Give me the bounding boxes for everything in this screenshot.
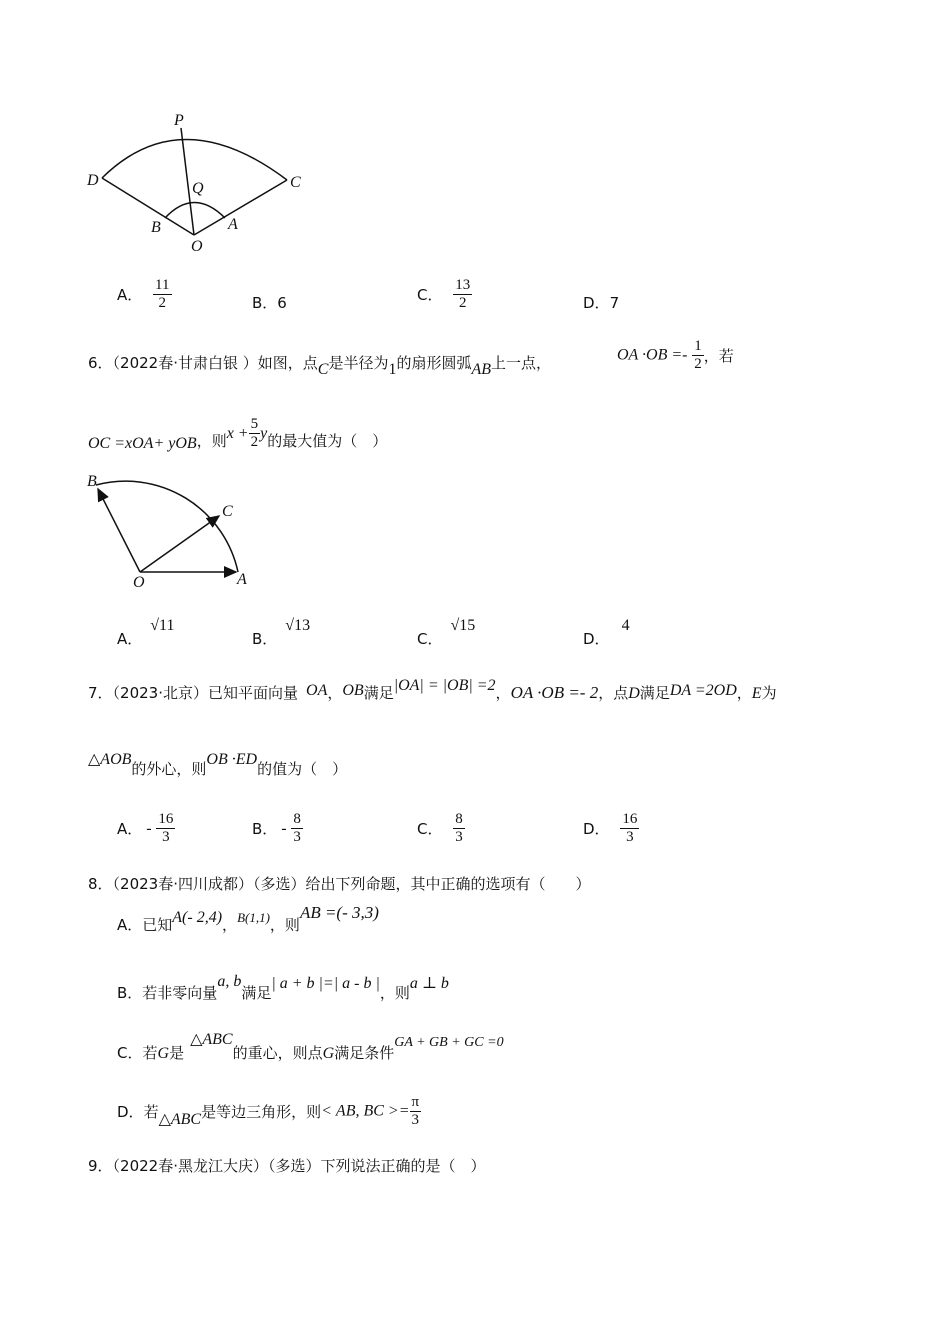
option-text: 若 — [143, 1103, 159, 1121]
q8-option-c[interactable] — [117, 1031, 504, 1072]
q7-option-d[interactable] — [583, 811, 639, 846]
option-sign: - — [281, 819, 287, 837]
option-letter: A． — [117, 820, 143, 838]
angle-expr: < AB, BC >= — [321, 1102, 410, 1120]
stem-text: 是半径为 — [328, 354, 389, 372]
stem-text: ， — [327, 684, 343, 702]
label-p: P — [174, 112, 184, 129]
stem-text: 满足 — [639, 684, 670, 702]
dot-condition: OA ·OB =- 2 — [510, 683, 599, 702]
option-value: 7 — [609, 294, 620, 312]
question-number: 7． — [88, 684, 113, 702]
q6-option-c[interactable] — [417, 614, 476, 648]
point-g: G — [157, 1045, 170, 1062]
q5-option-a[interactable] — [117, 277, 172, 312]
option-letter: C． — [417, 286, 443, 304]
question-source: （2023·北京） — [112, 684, 208, 702]
da-condition: DA =2OD — [669, 682, 737, 699]
vector-equation: OC =xOA+ yOB — [88, 435, 197, 452]
option-letter: C． — [417, 630, 443, 648]
stem-text: ， — [736, 684, 752, 702]
option-value: √13 — [285, 617, 311, 634]
option-text: ， — [222, 916, 238, 934]
dot-expr: OB ·ED — [206, 751, 258, 768]
q8-option-a[interactable] — [117, 903, 379, 943]
q7-stem-line1 — [88, 676, 777, 711]
q9-stem — [88, 1155, 486, 1176]
norm-condition: | a + b |=| a - b | — [271, 975, 380, 992]
vectors-ab: a, b — [217, 973, 242, 990]
stem-text: ，若 — [703, 347, 734, 365]
perpendicular-result: a ⊥ b — [409, 975, 449, 992]
triangle-abc: △ABC — [190, 1031, 233, 1048]
q6-stem-line2 — [88, 416, 387, 451]
point-b: B(1,1) — [237, 910, 270, 925]
expr-x: x + — [226, 425, 249, 442]
stem-text: 的值为（ ） — [257, 760, 348, 778]
stem-text: （多选）给出下列命题，其中正确的选项有（ ） — [253, 875, 591, 893]
stem-text: 的最大值为（ ） — [267, 432, 388, 450]
option-letter: D． — [583, 630, 610, 648]
q6-option-a[interactable] — [117, 614, 175, 648]
option-value: √15 — [450, 617, 476, 634]
point-a: A(- 2,4) — [172, 909, 223, 926]
option-text: 满足条件 — [334, 1044, 395, 1062]
q5-option-c[interactable] — [417, 277, 472, 312]
fraction: $\frac{5}{2}$ — [250, 416, 259, 450]
expr-y: y — [260, 425, 268, 442]
option-value: 4 — [621, 617, 630, 634]
q7-option-a[interactable] — [117, 811, 175, 846]
vector-oa: OA — [306, 682, 328, 699]
option-letter: D． — [583, 294, 610, 312]
option-text: ，则 — [269, 916, 300, 934]
q8-stem — [88, 873, 591, 894]
option-letter: B． — [252, 820, 278, 838]
stem-text: ，则 — [196, 432, 227, 450]
option-sign: - — [146, 819, 152, 837]
option-letter: B． — [252, 630, 278, 648]
question-source: （2022春·黑龙江大庆） — [112, 1157, 268, 1175]
question-source: （2023春·四川成都） — [112, 875, 253, 893]
stem-text: 满足 — [363, 684, 394, 702]
fraction: $\frac{8}{3}$ — [293, 811, 301, 845]
q5-option-d[interactable] — [583, 292, 619, 313]
point-g: G — [322, 1045, 335, 1062]
question-source: （2022春·甘肃白银 ） — [112, 354, 258, 372]
label-c: C — [290, 174, 301, 191]
stem-text: （多选）下列说法正确的是（ ） — [268, 1157, 486, 1175]
option-letter: D． — [117, 1103, 144, 1121]
fraction: $\frac{16}{3}$ — [622, 811, 638, 845]
triangle-aob: △AOB — [88, 751, 132, 768]
q6-option-b[interactable] — [252, 614, 311, 648]
label-b: B — [151, 219, 161, 236]
stem-text: 的扇形圆弧 — [396, 354, 472, 372]
option-letter: D． — [583, 820, 610, 838]
label-q: Q — [192, 180, 204, 197]
point-d: D — [628, 685, 640, 702]
label-b: B — [87, 473, 97, 490]
label-o: O — [191, 238, 203, 255]
option-text: 满足 — [241, 984, 272, 1002]
question-number: 6． — [88, 354, 113, 372]
centroid-condition: GA + GB + GC =0 — [394, 1035, 504, 1050]
vector-ob: OB — [342, 682, 364, 699]
label-a: A — [237, 571, 247, 588]
option-letter: C． — [117, 1044, 143, 1062]
fraction: $\frac{\pi}{3}$ — [411, 1094, 420, 1128]
label-a: A — [228, 216, 238, 233]
option-text: ，则 — [379, 984, 410, 1002]
option-text: 若 — [142, 1044, 158, 1062]
fraction: $\frac{8}{3}$ — [455, 811, 463, 845]
dot-product-expr: OA ·OB =- — [617, 346, 688, 364]
q8-option-d[interactable] — [117, 1094, 421, 1129]
option-text: 是 — [169, 1044, 185, 1062]
q5-option-b[interactable] — [252, 292, 287, 313]
q6-condition — [617, 338, 734, 373]
fraction: $\frac{11}{2}$ — [155, 277, 170, 311]
sector-figure-q5 — [80, 105, 320, 265]
label-o: O — [133, 574, 145, 591]
vector-ob — [98, 489, 140, 572]
option-text: 若非零向量 — [142, 984, 218, 1002]
vector-oc — [140, 516, 219, 572]
option-letter: A． — [117, 630, 143, 648]
stem-text: ， — [495, 684, 511, 702]
q7-option-c[interactable] — [417, 811, 465, 846]
question-number: 9． — [88, 1157, 113, 1175]
option-letter: B． — [252, 294, 278, 312]
stem-text: 为 — [761, 684, 777, 702]
radius-oc — [194, 180, 287, 235]
q6-option-d[interactable] — [583, 614, 630, 648]
q7-stem-line2 — [88, 752, 347, 787]
triangle-abc: △ABC — [158, 1111, 202, 1128]
q6-stem-line1 — [88, 346, 551, 381]
option-letter: C． — [417, 820, 443, 838]
radius-value: 1 — [388, 361, 397, 378]
point-e: E — [751, 685, 762, 702]
outer-arc — [102, 139, 287, 180]
option-letter: B． — [117, 984, 143, 1002]
q7-option-b[interactable] — [252, 811, 303, 846]
question-number: 8． — [88, 875, 113, 893]
vector-ab-result: AB =(- 3,3) — [299, 903, 379, 922]
option-text: 是等边三角形，则 — [201, 1103, 322, 1121]
option-letter: A． — [117, 916, 143, 934]
stem-text: 如图，点 — [257, 354, 318, 372]
stem-text: 上一点， — [491, 354, 552, 372]
sector-figure-q6 — [80, 468, 270, 593]
stem-text: 已知平面向量 — [208, 684, 299, 702]
norm-condition: |OA| = |OB| =2 — [393, 677, 496, 694]
option-value: 6 — [277, 294, 287, 312]
inner-arc — [165, 203, 225, 219]
fraction: $\frac{1}{2}$ — [694, 338, 702, 372]
fraction: $\frac{13}{2}$ — [455, 277, 471, 311]
option-letter: A． — [117, 286, 143, 304]
label-c: C — [222, 503, 233, 520]
option-text: 的重心，则点 — [232, 1044, 323, 1062]
stem-text: 的外心，则 — [131, 760, 207, 778]
arc-ab: AB — [471, 361, 492, 378]
fraction: $\frac{16}{3}$ — [158, 811, 174, 845]
stem-text: ，点 — [598, 684, 629, 702]
label-d: D — [87, 172, 99, 189]
point-c: C — [317, 361, 329, 378]
option-value: √11 — [150, 617, 175, 634]
option-text: 已知 — [142, 916, 173, 934]
q8-option-b[interactable] — [117, 973, 449, 1011]
